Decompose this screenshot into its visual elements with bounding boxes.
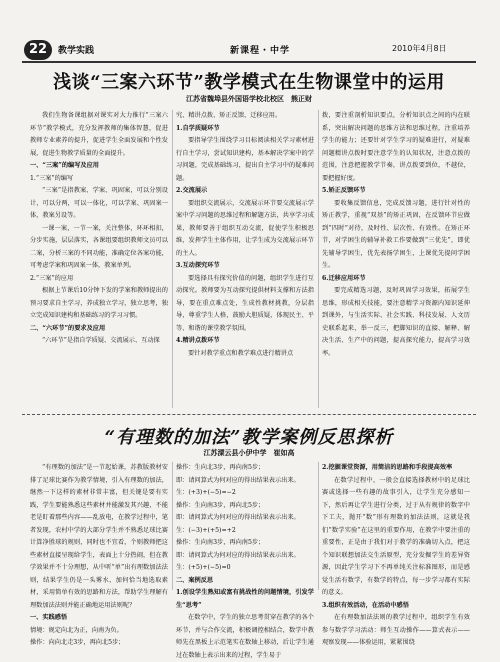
paragraph: 在数学中，学生的独立思考贯穿在教学的各个环节，并与合作交流，积极调控相结合，数学中教师先在黑板上示范笔实在数轴上移动，后让学生通过在数轴上表示出来的过程，学生易于 [176, 614, 314, 659]
paragraph: 要选择具有探究价值的问题，组织学生进行互动探究。教师要为互动探究提供材料支撑和方法指导，要在重点难点处，生成性教材挑教，分层指导，尊重学生人格，鼓励大胆质疑，体现民主、平等、和谐的课堂教学氛围。 [176, 274, 314, 332]
paragraph: 即：请问算式为何对应的得出结果表示出来。 [176, 514, 300, 521]
paragraph: 即：请问算式为何对应的得出结果表示出来。 [176, 551, 300, 559]
paragraph: 生：(+5)+(−5)=0 [176, 564, 231, 571]
article1-column-2 [176, 110, 314, 408]
page-header [0, 0, 500, 62]
paragraph: “有理数的加法”是一节起始课，苏教版教材安排了足球比赛作为教学情境，引入有理数的加法，继然一下这样的素材非常丰富，但关键是要有实践，学生要能熟悉这些素材并能激发其兴趣，不能老是盯着那些内容——乱放电，在教学过程中，笔者发现，农村中学的大部分学生并不熟悉足球比赛计算净胜球的规则，同时也不宜看，个则教师把这些素材直接呈现给学生，表面上十分热闹，但在教学效果并不十分理想，从中听“单”出有理数加法法则，结果学生仍是一头雾水，加何恰当地选取素材，采用简单有效的思路和方法，帮助学生理解有理数加法法则并能正确地运用法则呢？ [30, 464, 168, 609]
paragraph: 要组织交流展示，交流展示环节要交流展示学案中学习问题的思维过程和解题方法，共享学习成果，教师要善于组织互动交流，促使学生积极思维，发挥学生主体作用，让学生成为交流展示环节的主人。 [176, 199, 314, 257]
section-label: 教学实践 [58, 46, 95, 56]
sub-heading: 3.互动探究环节 [176, 262, 220, 269]
article2-column-3 [322, 462, 470, 646]
paragraph: 我们生物备课组据对课实对大力推行“三案六环节”教学模式，充分发挥教师的集体智慧，促进教师专业素养的提升，促进学生全面发展和个性发展，促进生物教学质量的全面提升。 [30, 112, 168, 157]
paragraph: 操作：生向南3步，再向北5步； [176, 501, 265, 509]
sub-heading: 6.迁移应用环节 [322, 274, 366, 282]
paragraph: 一课一案，一节一案，关注整体，环环相扣，分步实施，层层落实，各课组要组织教师文员可以二案，分析三案的不同功能，准确定位各案功能，可考虑学案和巩固案一体，教案单列。 [30, 224, 168, 269]
paragraph: 根据上节课后10分钟下发的学案和教师提出的预习要求自主学习，养成独立学习，独立思考，独立完成知识建构和基础练习的学习习惯。 [30, 287, 168, 319]
newspaper-name: 新课程・中学 [230, 46, 291, 56]
column-divider [172, 462, 173, 590]
article1-title: 浅谈“三案六环节”教学模式在生物课堂中的运用 [53, 72, 445, 93]
paragraph: 在有理数加法法则的教学过程中，组织学生有效参与数学学习活动：师生互动操作——算式表示——观察发现——体验运用，紧紧围绕 [322, 614, 470, 646]
section-heading: 一、“三案”的编写及应用 [30, 162, 99, 169]
sub-heading: 1.“三案”的编写 [30, 174, 74, 182]
paragraph: 要收集反馈信息，完成反馈习题，进行针对性的矫正教学，重视“双基”的矫正巩固，在反馈环节应做到“四时”对待，及时性、层次性、有效性。在矫正环节，对学困生的辅导补救工作要做到“三优先”，即优先辅导学困生，优先表扬学困生，上课优先提问学困生。 [322, 199, 470, 269]
issue-date: 2010年4月8日 [392, 44, 447, 53]
column-divider [172, 110, 173, 408]
paragraph: 操作：向向北走3步，再向北5步； [30, 639, 125, 646]
sub-heading: 5.矫正反馈环节 [322, 187, 366, 194]
paragraph: 操作：生向北3步，再向南5步； [176, 464, 265, 471]
article1-column-3 [322, 110, 470, 408]
article1-column-1 [30, 110, 168, 408]
sub-heading: 1.自学质疑环节 [176, 124, 220, 132]
article2-column-2 [176, 462, 314, 659]
paragraph: 要指导学生围绕学习目标阅读相关学习素材进行自主学习，尝试知识建构，基本解决学案中的学习问题，完成基础练习，提出自主学习中的疑难问题。 [176, 137, 314, 182]
sub-heading: 2.挖掘课堂资源，用简洁的思路和手段提高效率 [322, 464, 453, 471]
header-rule [22, 61, 476, 63]
section-heading: 二、“六环节”的要求及应用 [30, 324, 106, 332]
paragraph: 操作：生向南3步，再向南5步； [176, 539, 265, 546]
sub-heading: 2.“三案”的应用 [30, 274, 74, 282]
paragraph: 要针对教学重点和教学难点进行精讲点 [188, 349, 294, 357]
article2-title: “有理数的加法”教学案例反思探析 [104, 427, 394, 448]
paragraph: 即：请问算式为何对应的得出结果表示出来。 [176, 476, 300, 484]
column-divider [318, 462, 319, 590]
paragraph: 情境：规定向北为正，向南为负。 [30, 626, 123, 634]
sub-heading: 3.组织有效活动，在活动中感悟 [322, 601, 409, 609]
paragraph: 拨，要注重剖析知识要点，分析知识点之间的内在联系，突出解决问题的思维方法和思维过程，注重培养学生的能力；还要针对学生学习的疑难进行，对疑难问题精讲点拨时要注意学生的认知状况，注意点拨的范围，注意把握教学节奏，讲点拨要到位，不越位，要把握好度。 [322, 112, 470, 182]
paragraph: 在数学过程中，一般会直接选择教材中的足球比赛或选择一些有趣的故事引入，让学生充分感知一下，然后再让学生进行分类，过于从有规律的数字中下工夫，抛开“数”形有理数的加法法则，这就是我们“数学实验”在这里的重要作用，在教学中要注重的重要性，正是由于我们对于教学的准确切入点，把这个知识联想加法交生活原型，充分发掘学生的差异资源，因此学生学习下不再单纯关注标准图形，而是感觉生活有数学，有数学的特点，每一步学习都有实际的意义。 [322, 476, 470, 596]
sub-heading: 4.精讲点拨环节 [176, 337, 220, 344]
sub-heading: 1.创设学生熟知或富有挑战性的问题情境，引发学生“思考” [176, 589, 314, 609]
section-heading: 二、案例反思 [176, 576, 214, 584]
article-separator [22, 414, 476, 415]
paragraph: 究、精讲点拨、矫正反馈、迁移应用。 [176, 112, 282, 119]
paragraph: “三案”是指教案、学案、巩固案，可以分别设计，可以分两，可以一体化，可以学案、巩固案一体，教案另设等。 [30, 187, 168, 219]
column-divider [318, 110, 319, 408]
paragraph: 生：(−3)+(+5)=+2 [176, 526, 236, 534]
article2-column-1 [30, 462, 168, 646]
paragraph: “六环节”是指自学质疑、交流展示、互动探 [42, 337, 160, 344]
section-heading: 一、实践感悟 [30, 614, 68, 621]
paragraph: 生：(+3)+(−5)=−2 [176, 489, 236, 496]
article2-author: 江苏溧云县小伊中学 崔如高 [203, 449, 295, 457]
paragraph: 要完成精选习题，及时巩固学习效果，拓展学生思维，形成相关技能，要注意精学习资源内知识延伸到课外，与生活实际、社会实践、科技发展、人文历史联系起来，举一反三，把脚知识的直接、解释、解决生活、生产中的问题，提高探究能力，提高学习效率。 [322, 287, 470, 357]
article1-author: 江苏省魏埠县外国语学校北校区 熊正财 [186, 95, 312, 103]
sub-heading: 2.交流展示 [176, 187, 208, 194]
page-number-badge: 22 [24, 40, 52, 60]
